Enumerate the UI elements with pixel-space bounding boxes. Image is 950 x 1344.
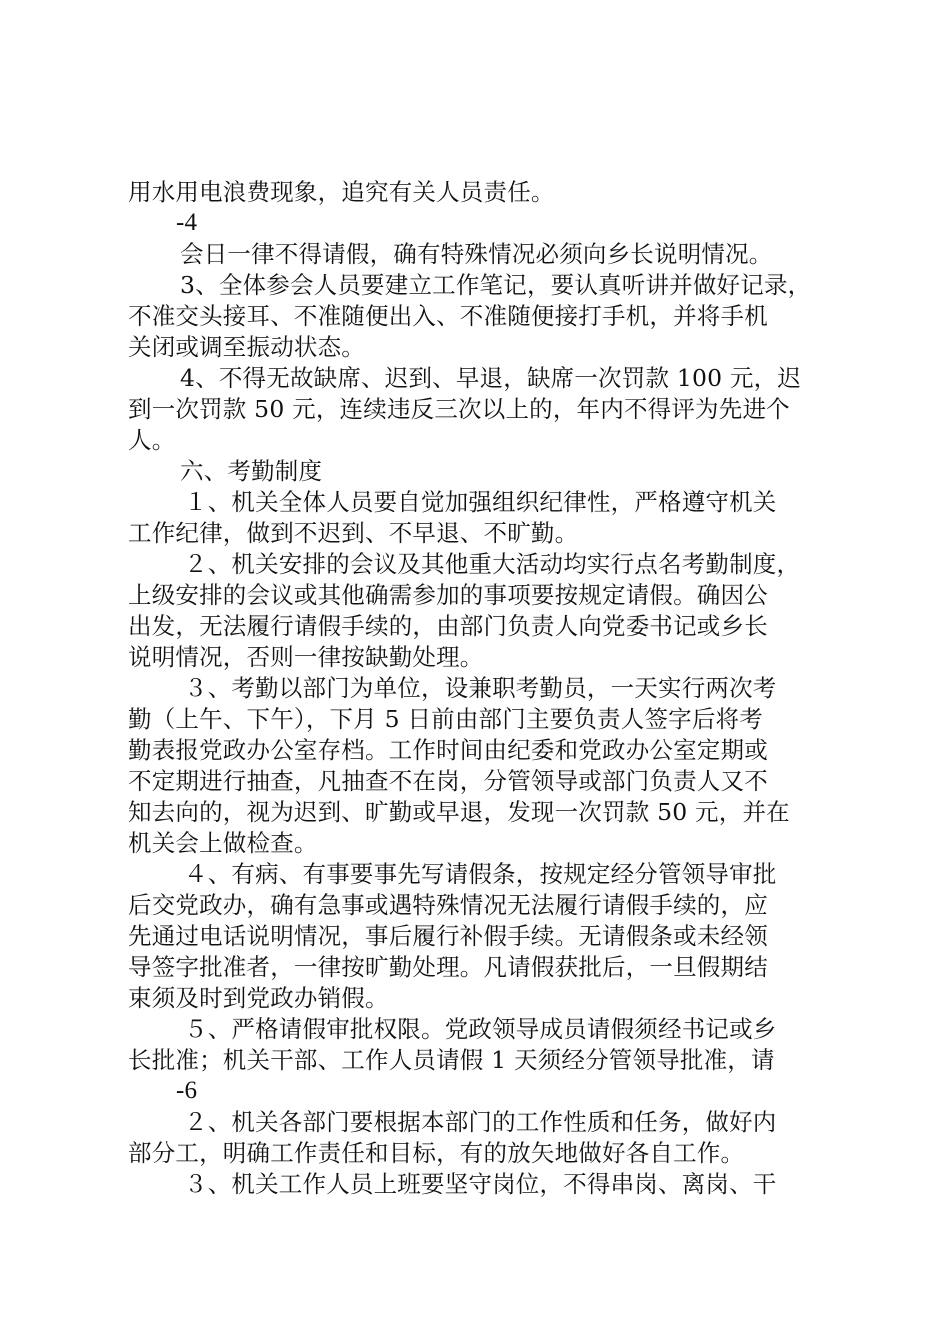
text-line: ３、机关工作人员上班要坚守岗位，不得串岗、离岗、干: [184, 1170, 777, 1198]
text-line: 束须及时到党政办销假。: [128, 984, 389, 1012]
text-line: 3、全体参会人员要建立工作笔记，要认真听讲并做好记录，: [180, 271, 812, 299]
text-line: 工作纪律，做到不迟到、不早退、不旷勤。: [128, 519, 579, 547]
text-line: 导签字批准者，一律按旷勤处理。凡请假获批后，一旦假期结: [128, 953, 768, 981]
text-line: 知去向的，视为迟到、旷勤或早退，发现一次罚款 50 元，并在: [128, 798, 790, 826]
text-line: 勤（上午、下午），下月 5 日前由部门主要负责人签字后将考: [128, 705, 763, 733]
text-line: 后交党政办，确有急事或遇特殊情况无法履行请假手续的，应: [128, 891, 768, 919]
text-line: ３、考勤以部门为单位，设兼职考勤员，一天实行两次考: [184, 674, 777, 702]
text-line: 用水用电浪费现象，追究有关人员责任。: [128, 178, 555, 206]
text-line: 关闭或调至振动状态。: [128, 333, 365, 361]
text-line: 长批准；机关干部、工作人员请假 1 天须经分管领导批准，请: [128, 1046, 775, 1074]
text-line: 部分工，明确工作责任和目标，有的放矢地做好各自工作。: [128, 1139, 745, 1167]
text-line: 到一次罚款 50 元，连续违反三次以上的，年内不得评为先进个: [128, 395, 790, 423]
text-line: ５、严格请假审批权限。党政领导成员请假须经书记或乡: [184, 1015, 777, 1043]
text-line: ２、机关安排的会议及其他重大活动均实行点名考勤制度，: [184, 550, 801, 578]
text-line: 上级安排的会议或其他确需参加的事项要按规定请假。确因公: [128, 581, 768, 609]
section-heading: 六、考勤制度: [180, 457, 323, 485]
text-line: ４、有病、有事要事先写请假条，按规定经分管领导审批: [184, 860, 777, 888]
text-line: 人。: [128, 426, 176, 454]
text-line: 先通过电话说明情况，事后履行补假手续。无请假条或未经领: [128, 922, 768, 950]
text-line: 出发，无法履行请假手续的，由部门负责人向党委书记或乡长: [128, 612, 768, 640]
text-line: ２、机关各部门要根据本部门的工作性质和任务，做好内: [184, 1108, 777, 1136]
text-line: １、机关全体人员要自觉加强组织纪律性，严格遵守机关: [184, 488, 777, 516]
text-line: 4、不得无故缺席、迟到、早退，缺席一次罚款 100 元，迟: [180, 364, 802, 392]
text-line: 机关会上做检查。: [128, 829, 318, 857]
text-line: 会日一律不得请假，确有特殊情况必须向乡长说明情况。: [180, 240, 773, 268]
page-marker: -6: [176, 1077, 198, 1104]
page-marker: -4: [176, 209, 198, 236]
text-line: 不准交头接耳、不准随便出入、不准随便接打手机，并将手机: [128, 302, 768, 330]
text-line: 说明情况，否则一律按缺勤处理。: [128, 643, 484, 671]
text-line: 不定期进行抽查，凡抽查不在岗，分管领导或部门负责人又不: [128, 767, 768, 795]
text-line: 勤表报党政办公室存档。工作时间由纪委和党政办公室定期或: [128, 736, 768, 764]
